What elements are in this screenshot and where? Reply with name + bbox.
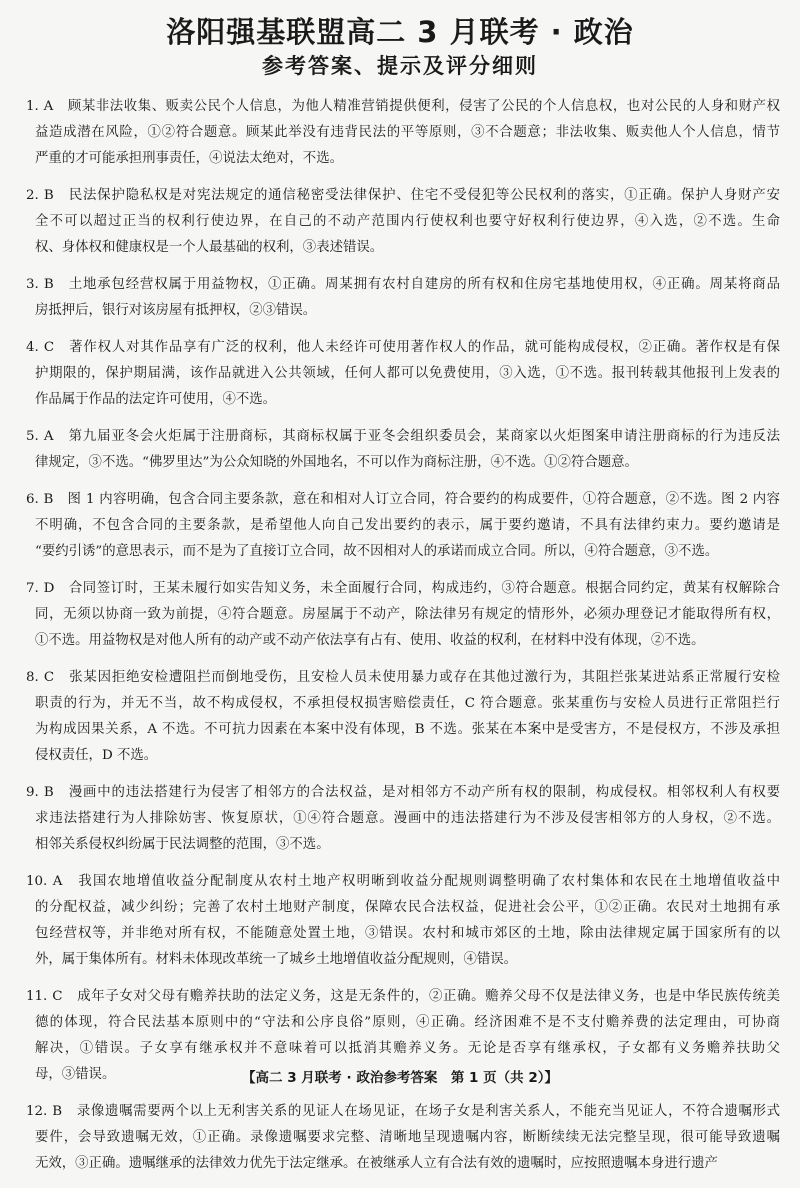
- answer-line: 5. A 第九届亚冬会火炬属于注册商标，其商标权属于亚冬会组织委员会，某商家以火炬图案申请注册商标的行为违反法: [26, 429, 780, 444]
- answer-line: 同，无须以协商一致为前提，④符合题意。房屋属于不动产，除法律另有规定的情形外，必须办理登记才能取得所有权，: [35, 607, 780, 622]
- answer-line: 4. C 著作权人对其作品享有广泛的权利，他人未经许可使用著作权人的作品，就可能构成侵权，②正确。著作权是有保: [26, 340, 780, 355]
- page-title: 洛阳强基联盟高二 3 月联考 · 政治: [166, 15, 634, 49]
- answer-line: 房抵押后，银行对该房屋有抵押权，②③错误。: [35, 303, 317, 318]
- answer-line: 职责的行为，并无不当，故不构成侵权，不承担侵权损害赔偿责任，C 符合题意。张某重伤与安检人员进行正常阻拦行: [35, 696, 780, 711]
- answer-item-4: [26, 335, 780, 413]
- answer-line: 护期限的，保护期届满，该作品就进入公共领域，任何人都可以免费使用，③入选，①不选。报刊转载其他报刊上发表的: [35, 366, 780, 381]
- answer-line: 律规定，③不选。“佛罗里达”为公众知晓的外国地名，不可以作为商标注册，④不选。①②符合题意。: [35, 455, 638, 470]
- answer-line: 7. D 合同签订时，王某未履行如实告知义务，未全面履行合同，构成违约，③符合题意。根据合同约定，黄某有权解除合: [26, 581, 780, 596]
- answer-line: 9. B 漫画中的违法搭建行为侵害了相邻方的合法权益，是对相邻方不动产所有权的限制，构成侵权。相邻权利人有权要: [26, 785, 780, 800]
- answer-line: 全不可以超过正当的权利行使边界，在自己的不动产范围内行使权利也要守好权利行使边界，④入选，②不选。生命: [35, 214, 780, 229]
- page-subtitle: 参考答案、提示及评分细则: [262, 54, 538, 78]
- answer-line: 求违法搭建行为人排除妨害、恢复原状，①④符合题意。漫画中的违法搭建行为不涉及侵害相邻方的人身权，②不选。: [35, 811, 780, 826]
- answer-item-6: [26, 487, 780, 565]
- answer-list: [26, 94, 780, 1188]
- answer-line: 2. B 民法保护隐私权是对宪法规定的通信秘密受法律保护、住宅不受侵犯等公民权利的落实，①正确。保护人身财产安: [26, 188, 780, 203]
- page-footer: 【高二 3 月联考 · 政治参考答案 第 1 页（共 2）】: [242, 1070, 558, 1086]
- answer-line: 12. B 录像遗嘱需要两个以上无利害关系的见证人在场见证，在场子女是利害关系人，不能充当见证人，不符合遗嘱形式: [26, 1104, 780, 1119]
- answer-line: 要件，会导致遗嘱无效，①正确。录像遗嘱要求完整、清晰地呈现遗嘱内容，断断续续无法完整呈现，很可能导致遗嘱: [35, 1130, 780, 1145]
- answer-line: 严重的才可能承担刑事责任，④说法太绝对，不选。: [35, 151, 343, 166]
- answer-item-12: [26, 1099, 780, 1177]
- answer-line: 6. B 图 1 内容明确，包含合同主要条款，意在和相对人订立合同，符合要约的构成要件，①符合题意，②不选。图 2 内容: [26, 492, 780, 507]
- answer-line: 的分配权益，减少纠纷；完善了农村土地财产制度，保障农民合法权益，促进社会公平，①②正确。农民对土地拥有承: [35, 900, 780, 915]
- answer-item-3: [26, 272, 780, 324]
- answer-item-7: [26, 576, 780, 654]
- answer-line: 10. A 我国农地增值收益分配制度从农村土地产权明晰到收益分配规则调整明确了农村集体和农民在土地增值收益中: [26, 874, 780, 889]
- answer-line: “要约引诱”的意思表示，而不是为了直接订立合同，故不因相对人的承诺而成立合同。所以，④符合题意，③不选。: [35, 544, 719, 559]
- answer-line: 权、身体权和健康权是一个人最基础的权利，③表述错误。: [35, 240, 384, 255]
- answer-item-5: [26, 424, 780, 476]
- answer-line: 3. B 土地承包经营权属于用益物权，①正确。周某拥有农村自建房的所有权和住房宅基地使用权，④正确。周某将商品: [26, 277, 780, 292]
- answer-line: 解决，①错误。子女享有继承权并不意味着可以抵消其赡养义务。无论是否享有继承权，子女都有义务赡养扶助父: [35, 1041, 780, 1056]
- answer-item-1: [26, 94, 780, 172]
- answer-line: 益造成潜在风险，①②符合题意。顾某此举没有违背民法的平等原则，③不合题意；非法收集、贩卖他人个人信息，情节: [35, 125, 780, 140]
- answer-line: 无效，③正确。遗嘱继承的法律效力优先于法定继承。在被继承人立有合法有效的遗嘱时，应按照遗嘱本身进行遗产: [35, 1156, 718, 1171]
- answer-line: 作品属于作品的法定许可使用，④不选。: [35, 392, 277, 407]
- answer-line: 不明确，不包含合同的主要条款，是希望他人向自己发出要约的表示，属于要约邀请，不具有法律约束力。要约邀请是: [35, 518, 780, 533]
- answer-item-2: [26, 183, 780, 261]
- answer-item-10: [26, 869, 780, 973]
- answer-line: 相邻关系侵权纠纷属于民法调整的范围，③不选。: [35, 837, 330, 852]
- answer-line: 11. C 成年子女对父母有赡养扶助的法定义务，这是无条件的，②正确。赡养父母不仅是法律义务，也是中华民族传统美: [26, 989, 780, 1004]
- answer-line: 1. A 顾某非法收集、贩卖公民个人信息，为他人精准营销提供便利，侵害了公民的个人信息权，也对公民的人身和财产权: [26, 99, 780, 114]
- answer-line: 母，③错误。: [35, 1067, 116, 1082]
- answer-line: 侵权责任，D 不选。: [35, 748, 158, 763]
- answer-line: 包经营权等，并非绝对所有权，不能随意处置土地，③错误。农村和城市郊区的土地，除由法律规定属于国家所有的以: [35, 926, 780, 941]
- answer-line: 外，属于集体所有。材料未体现改革统一了城乡土地增值收益分配规则，④错误。: [35, 952, 518, 967]
- answer-item-8: [26, 665, 780, 769]
- answer-line: 为构成因果关系，A 不选。不可抗力因素在本案中没有体现，B 不选。张某在本案中是受害方，不是侵权方，不涉及承担: [35, 722, 780, 737]
- answer-line: ①不选。用益物权是对他人所有的动产或不动产依法享有占有、使用、收益的权利，在材料中没有体现，②不选。: [35, 633, 705, 648]
- answer-item-9: [26, 780, 780, 858]
- answer-line: 8. C 张某因拒绝安检遭阻拦而倒地受伤，且安检人员未使用暴力或存在其他过激行为，其阻拦张某进站系正常履行安检: [26, 670, 780, 685]
- answer-line: 德的体现，符合民法基本原则中的“守法和公序良俗”原则，④正确。经济困难不是不支付赡养费的法定理由，可协商: [35, 1015, 780, 1030]
